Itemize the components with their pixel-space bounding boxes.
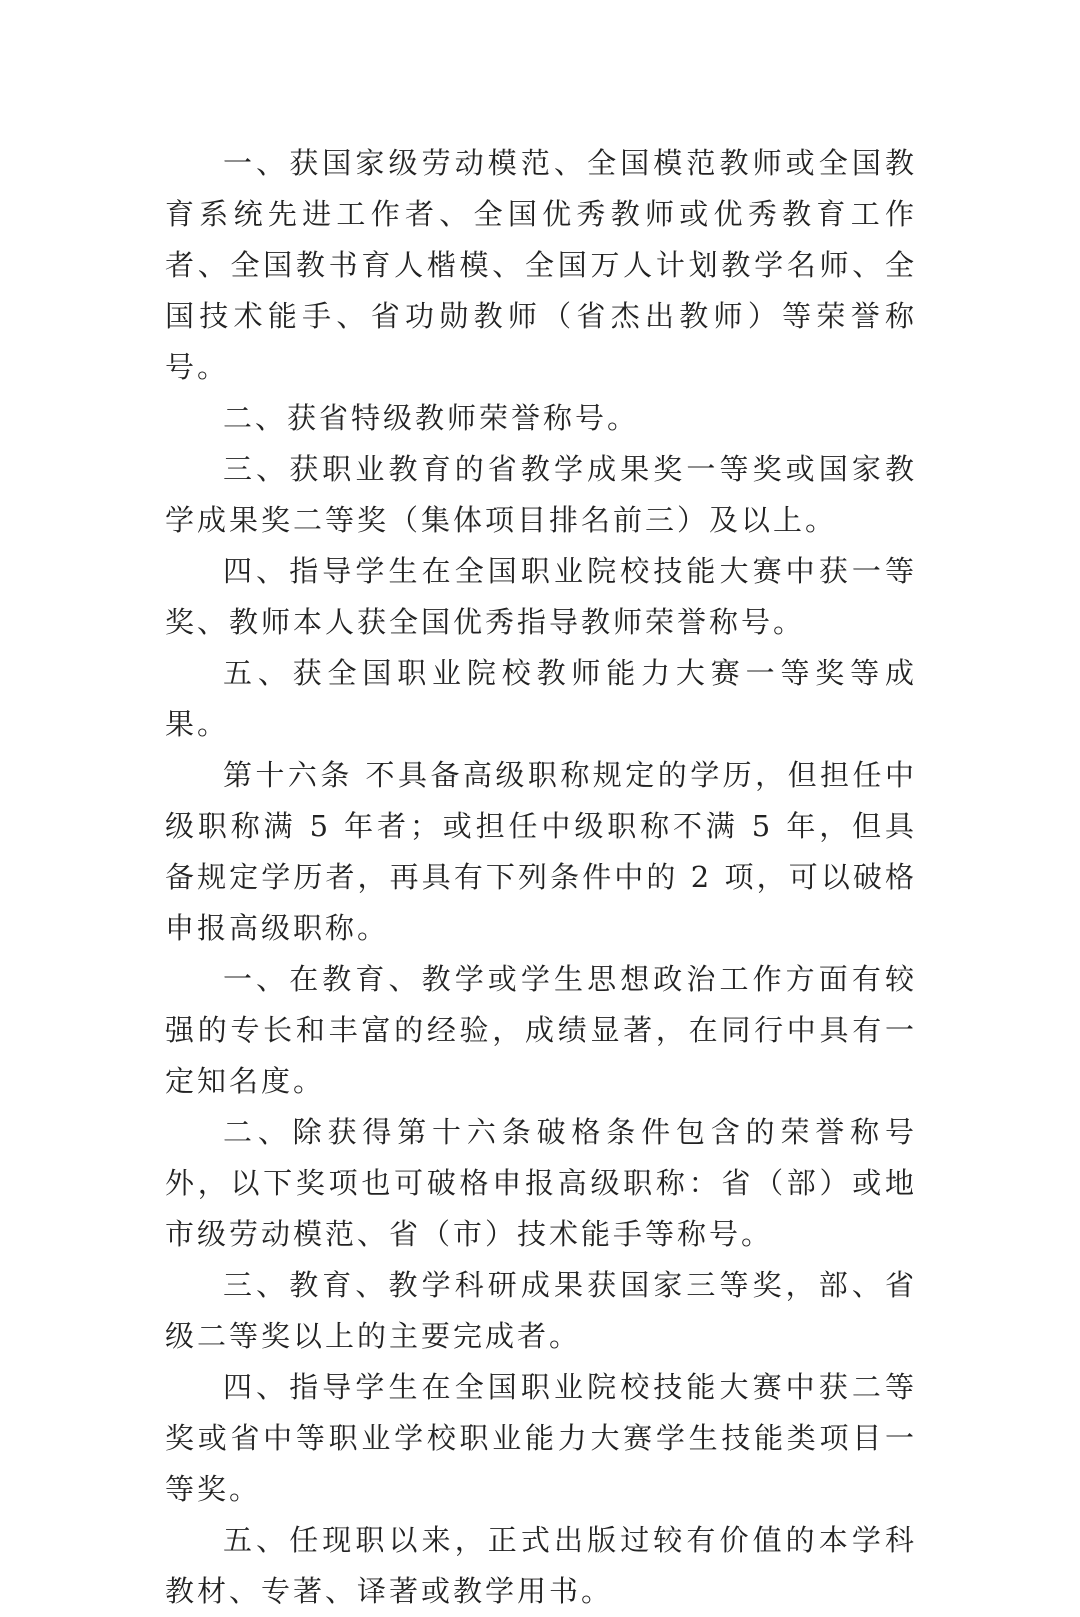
paragraph-skills-competition: 四、指导学生在全国职业院校技能大赛中获一等奖、教师本人获全国优秀指导教师荣誉称号。: [165, 554, 917, 639]
paragraph-condition-4: 四、指导学生在全国职业院校技能大赛中获二等奖或省中等职业学校职业能力大赛学生技能类项目一等奖。: [165, 1370, 917, 1506]
paragraph-honor-titles: 一、获国家级劳动模范、全国模范教师或全国教育系统先进工作者、全国优秀教师或优秀教育工作者、全国教书育人楷模、全国万人计划教学名师、全国技术能手、省功勋教师（省杰出教师）等荣誉称号。: [165, 146, 917, 384]
paragraph-condition-5: 五、任现职以来，正式出版过较有价值的本学科教材、专著、译著或教学用书。: [165, 1523, 917, 1608]
paragraph-condition-2: 二、除获得第十六条破格条件包含的荣誉称号外，以下奖项也可破格申报高级职称：省（部）或地市级劳动模范、省（市）技术能手等称号。: [165, 1115, 917, 1251]
paragraph-condition-1: 一、在教育、教学或学生思想政治工作方面有较强的专长和丰富的经验，成绩显著，在同行中具有一定知名度。: [165, 962, 917, 1098]
paragraph-teaching-award: 三、获职业教育的省教学成果奖一等奖或国家教学成果奖二等奖（集体项目排名前三）及以上。: [165, 452, 917, 537]
paragraph-condition-3: 三、教育、教学科研成果获国家三等奖，部、省级二等奖以上的主要完成者。: [165, 1268, 917, 1353]
paragraph-teacher-competition: 五、获全国职业院校教师能力大赛一等奖等成果。: [165, 656, 917, 741]
paragraph-article-16: 第十六条 不具备高级职称规定的学历，但担任中级职称满 5 年者；或担任中级职称不满 5 年，但具备规定学历者，再具有下列条件中的 2 项，可以破格申报高级职称。: [165, 758, 917, 945]
paragraph-special-teacher: 二、获省特级教师荣誉称号。: [223, 401, 640, 435]
document-page: [165, 138, 917, 1617]
